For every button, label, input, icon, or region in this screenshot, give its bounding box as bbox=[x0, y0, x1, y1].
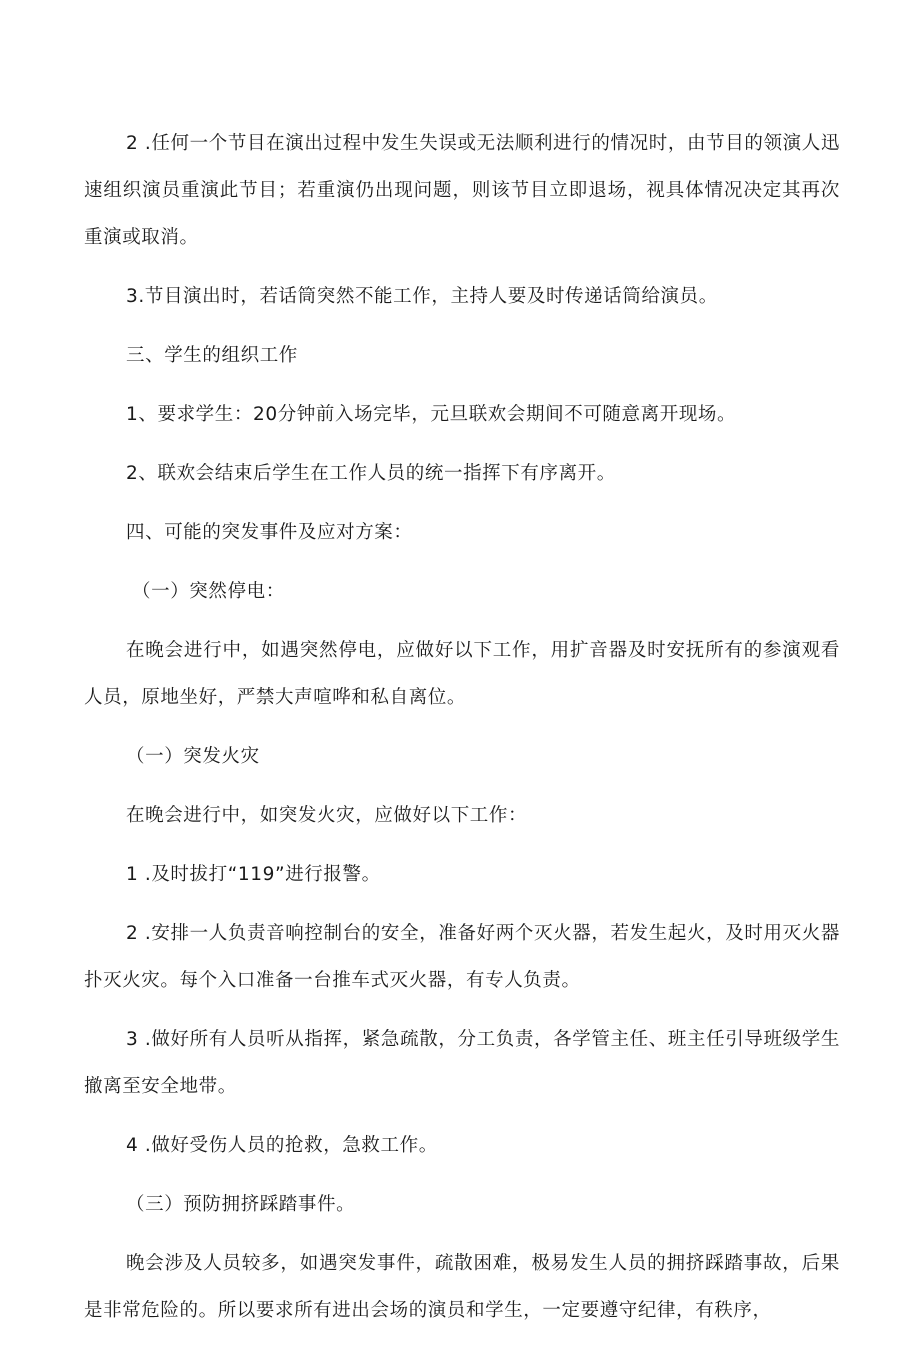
subheading-power-outage: （一）突然停电： bbox=[132, 581, 285, 602]
paragraph-student-exit: 2、联欢会结束后学生在工作人员的统一指挥下有序离开。 bbox=[126, 463, 616, 484]
paragraph-rehearse-on-error: 2 .任何一个节目在演出过程中发生失误或无法顺利进行的情况时，由节目的领演人迅速组织演员重演此节目；若重演仍出现问题，则该节目立即退场，视具体情况决定其再次重演或取消。 bbox=[84, 133, 840, 248]
paragraph-student-entry: 1、要求学生：20分钟前入场完毕，元旦联欢会期间不可随意离开现场。 bbox=[126, 404, 737, 425]
subheading-stampede-prevention: （三）预防拥挤踩踏事件。 bbox=[126, 1194, 356, 1215]
section-heading-emergency-plan: 四、可能的突发事件及应对方案： bbox=[126, 522, 413, 543]
paragraph-fire-intro: 在晚会进行中，如突发火灾，应做好以下工作： bbox=[126, 805, 528, 826]
list-item-fire-extinguishers: 2 .安排一人负责音响控制台的安全，准备好两个灭火器，若发生起火，及时用灭火器扑灭火灾。每个入口准备一台推车式灭火器，有专人负责。 bbox=[84, 923, 840, 991]
paragraph-power-outage: 在晚会进行中，如遇突然停电，应做好以下工作，用扩音器及时安抚所有的参演观看人员，原地坐好，严禁大声喧哗和私自离位。 bbox=[84, 640, 840, 708]
section-heading-student-organization: 三、学生的组织工作 bbox=[126, 345, 298, 366]
list-item-evacuation: 3 .做好所有人员听从指挥，紧急疏散，分工负责，各学管主任、班主任引导班级学生撤离至安全地带。 bbox=[84, 1029, 840, 1097]
list-item-call-119: 1 .及时拔打“119”进行报警。 bbox=[126, 864, 381, 885]
paragraph-microphone-failure: 3.节目演出时，若话筒突然不能工作，主持人要及时传递话筒给演员。 bbox=[126, 286, 718, 307]
paragraph-stampede-prevention: 晚会涉及人员较多，如遇突发事件，疏散困难，极易发生人员的拥挤踩踏事故，后果是非常危险的。所以要求所有进出会场的演员和学生，一定要遵守纪律，有秩序， bbox=[84, 1253, 840, 1321]
document-body bbox=[84, 120, 840, 1346]
list-item-first-aid: 4 .做好受伤人员的抢救，急救工作。 bbox=[126, 1135, 438, 1156]
subheading-fire: （一）突发火灾 bbox=[126, 746, 260, 767]
